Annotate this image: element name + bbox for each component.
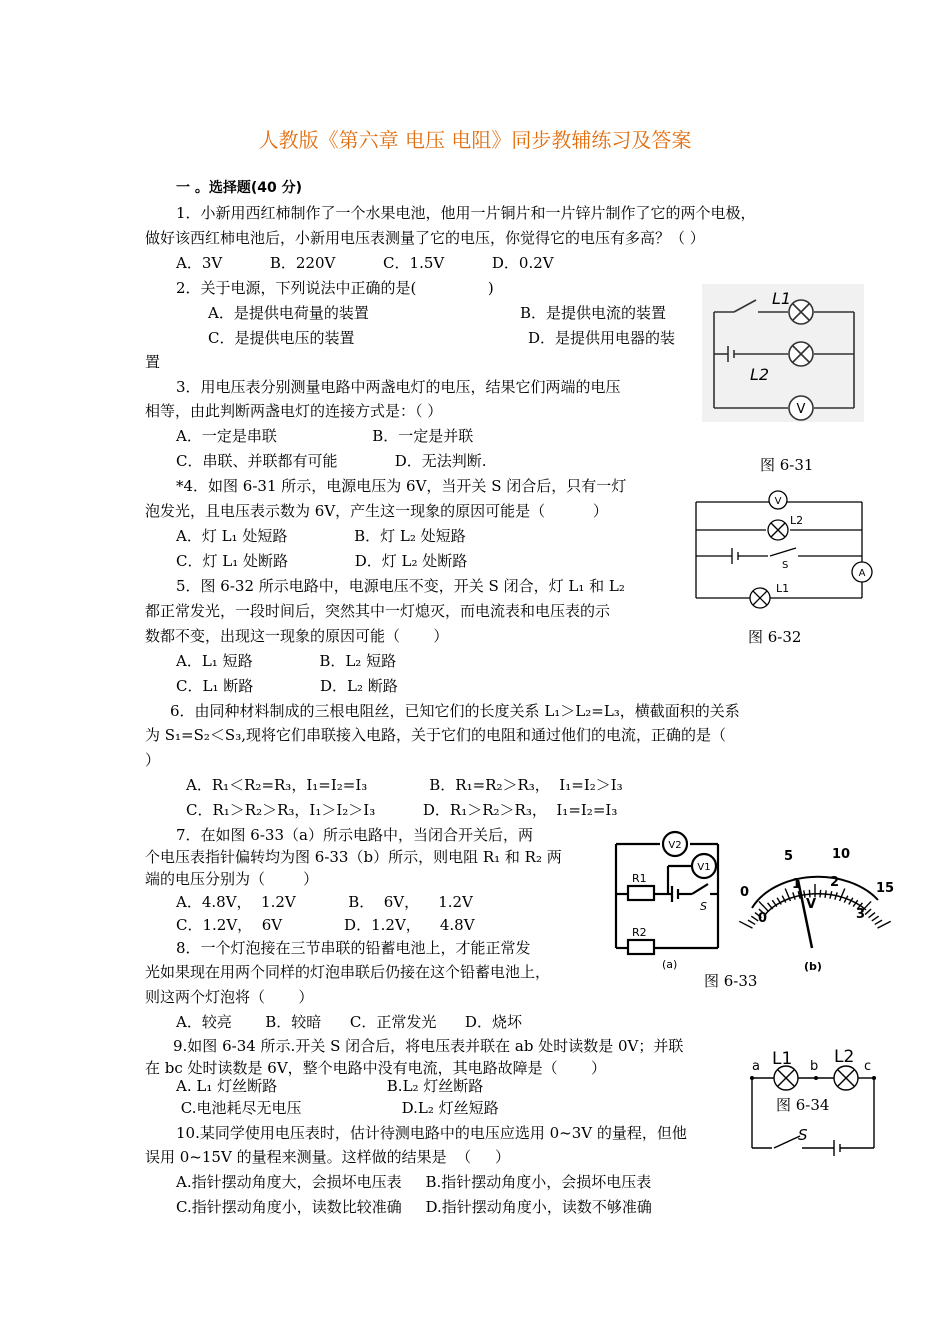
q3-line2: 相等，由此判断两盏电灯的连接方式是：（ ） [145,402,443,420]
q8-options: A．较亮 B．较暗 C．正常发光 D．烧坏 [176,1013,522,1031]
q2-option-b: B．是提供电流的装置 [520,304,667,322]
q9-line1: 9.如图 6-34 所示.开关 S 闭合后，将电压表并联在 ab 处时读数是 0V；并联 [173,1037,684,1055]
figure-6-33b-meter [732,838,895,974]
q1-line2: 做好该西红柿电池后，小新用电压表测量了它的电压，你觉得它的电压有多高？（ ） [145,229,705,247]
q3-options-1: A．一定是串联 B．一定是并联 [176,427,474,445]
caption-6-32: 图 6-32 [748,628,802,646]
q6-options-1: A．R₁＜R₂=R₃，I₁=I₂=I₃ B．R₁=R₂＞R₃， I₁=I₂＞I₃ [186,776,623,794]
fig633-sub-b: (b) [804,960,822,973]
q10-line2: 误用 0~15V 的量程来测量。这样做的结果是 （ ） [145,1148,510,1166]
meter-bottom-2: 2 [830,875,840,890]
q6-options-2: C．R₁＞R₂＞R₃，I₁＞I₂＞I₃ D．R₁＞R₂＞R₃， I₁=I₂=I₃ [186,801,618,819]
q7-options-1: A．4.8V， 1.2V B． 6V， 1.2V [176,893,473,911]
fig633-v1-label: V1 [697,862,711,873]
fig634-point-b: b [810,1059,819,1074]
caption-6-31: 图 6-31 [760,456,814,474]
meter-unit: V [806,897,817,912]
fig634-l2-label: L2 [834,1047,855,1067]
meter-top-15: 15 [876,881,895,896]
meter-top-5: 5 [784,849,794,864]
fig633-sub-a: (a) [662,958,678,971]
q9-options-2: C.电池耗尽无电压 D.L₂ 灯丝短路 [176,1099,499,1117]
q10-options-1: A.指针摆动角度大，会损坏电压表 B.指针摆动角度小，会损坏电压表 [176,1173,652,1191]
q7-line2: 个电压表指针偏转均为图 6-33（b）所示，则电阻 R₁ 和 R₂ 两 [145,848,562,866]
q7-line3: 端的电压分别为（ ） [145,870,319,888]
meter-tick [869,913,875,918]
q5-options-2: C．L₁ 断路 D．L₂ 断路 [176,677,398,695]
page-title: 人教版《第六章 电压 电阻》同步教辅练习及答案 [258,128,692,152]
fig631-voltmeter-label: V [796,402,806,417]
q8-line3: 则这两个灯泡将（ ） [145,988,314,1006]
q5-line3: 数都不变，出现这一现象的原因可能（ ） [145,627,449,645]
q5-line1: 5．图 6-32 所示电路中，电源电压不变，开关 S 闭合，灯 L₁ 和 L₂ [176,577,625,595]
q2-option-c: C．是提供电压的装置 [208,329,355,347]
q1-line1: 1．小新用西红柿制作了一个水果电池，他用一片铜片和一片锌片制作了它的两个电极， [176,204,756,222]
meter-tick [840,888,845,901]
meter-bottom-0: 0 [758,911,768,926]
fig633-switch-label: S [700,900,707,913]
meter-tick [872,916,879,921]
fig633-v2-label: V2 [668,840,682,851]
q2-option-d: D．是提供用电器的装 [528,329,676,347]
q3-line1: 3．用电压表分别测量电路中两盏电灯的电压，结果它们两端的电压 [176,378,621,396]
fig631-l2-label: L2 [750,365,770,384]
fig633-r1-label: R1 [632,872,647,885]
fig632-switch-label: S [782,560,789,571]
q2-option-d-cont: 置 [145,353,161,371]
q3-options-2: C．串联、并联都有可能 D．无法判断. [176,452,487,470]
q1-options: A．3V B．220V C．1.5V D．0.2V [176,254,554,272]
q2-stem: 2．关于电源，下列说法中正确的是( ) [176,279,494,297]
q10-options-2: C.指针摆动角度小，读数比较准确 D.指针摆动角度小，读数不够准确 [176,1198,652,1216]
q2-option-a: A．是提供电荷量的装置 [208,304,369,322]
q5-line2: 都正常发光，一段时间后，突然其中一灯熄灭，而电流表和电压表的示 [145,602,611,620]
fig632-voltmeter-label: V [774,496,782,507]
fig631-l1-label: L1 [772,289,792,308]
q7-line1: 7．在如图 6-33（a）所示电路中，当闭合开关后，两 [176,826,533,844]
fig632-l1-label: L1 [776,582,790,595]
fig632-ammeter-label: A [858,568,866,579]
fig634-switch-label: S [798,1126,808,1144]
q4-options-1: A．灯 L₁ 处短路 B．灯 L₂ 处短路 [176,527,466,545]
section-heading: 一 。选择题(40 分) [176,180,303,196]
q5-options-1: A．L₁ 短路 B．L₂ 短路 [176,652,397,670]
q10-line1: 10.某同学使用电压表时，估计待测电路中的电压应选用 0~3V 的量程，但他 [176,1124,687,1142]
q6-line2: 为 S₁=S₂＜S₃,现将它们串联接入电路，关于它们的电阻和通过他们的电流，正确的是（ [145,726,726,744]
figure-6-32-circuit [690,488,876,610]
figure-6-33a-circuit [606,826,730,972]
fig634-point-c: c [864,1059,872,1074]
fig634-point-a: a [752,1059,760,1074]
meter-bottom-3: 3 [856,907,866,922]
meter-tick [748,920,755,924]
q6-line3: ） [145,751,161,769]
q4-options-2: C．灯 L₁ 处断路 D．灯 L₂ 处断路 [176,552,468,570]
fig634-l1-label: L1 [772,1049,793,1069]
q9-line2: 在 bc 处时读数是 6V，整个电路中没有电流，其电路故障是（ ） [145,1059,607,1077]
q8-line1: 8．一个灯泡接在三节串联的铅蓄电池上，才能正常发 [176,939,531,957]
meter-tick [875,920,882,924]
figure-6-31-circuit [702,284,864,422]
meter-bottom-1: 1 [792,877,802,892]
caption-6-34: 图 6-34 [776,1096,830,1114]
fig632-l2-label: L2 [790,514,804,527]
q4-line2: 泡发光，且电压表示数为 6V，产生这一现象的原因可能是（ ） [145,502,608,520]
q4-line1: *4．如图 6-31 所示，电源电压为 6V，当开关 S 闭合后，只有一灯 [176,477,627,495]
q7-options-2: C．1.2V， 6V D．1.2V， 4.8V [176,916,475,934]
q9-options-1: A. L₁ 灯丝断路 B.L₂ 灯丝断路 [176,1077,484,1095]
caption-6-33: 图 6-33 [704,972,758,990]
q8-line2: 光如果现在用两个同样的灯泡串联后仍接在这个铅蓄电池上， [145,963,551,981]
q6-line1: 6．由同种材料制成的三根电阻丝，已知它们的长度关系 L₁＞L₂=L₃，横截面积的关系 [170,702,740,720]
meter-top-0: 0 [740,885,750,900]
fig633-r2-label: R2 [632,926,647,939]
meter-top-10: 10 [832,847,851,862]
